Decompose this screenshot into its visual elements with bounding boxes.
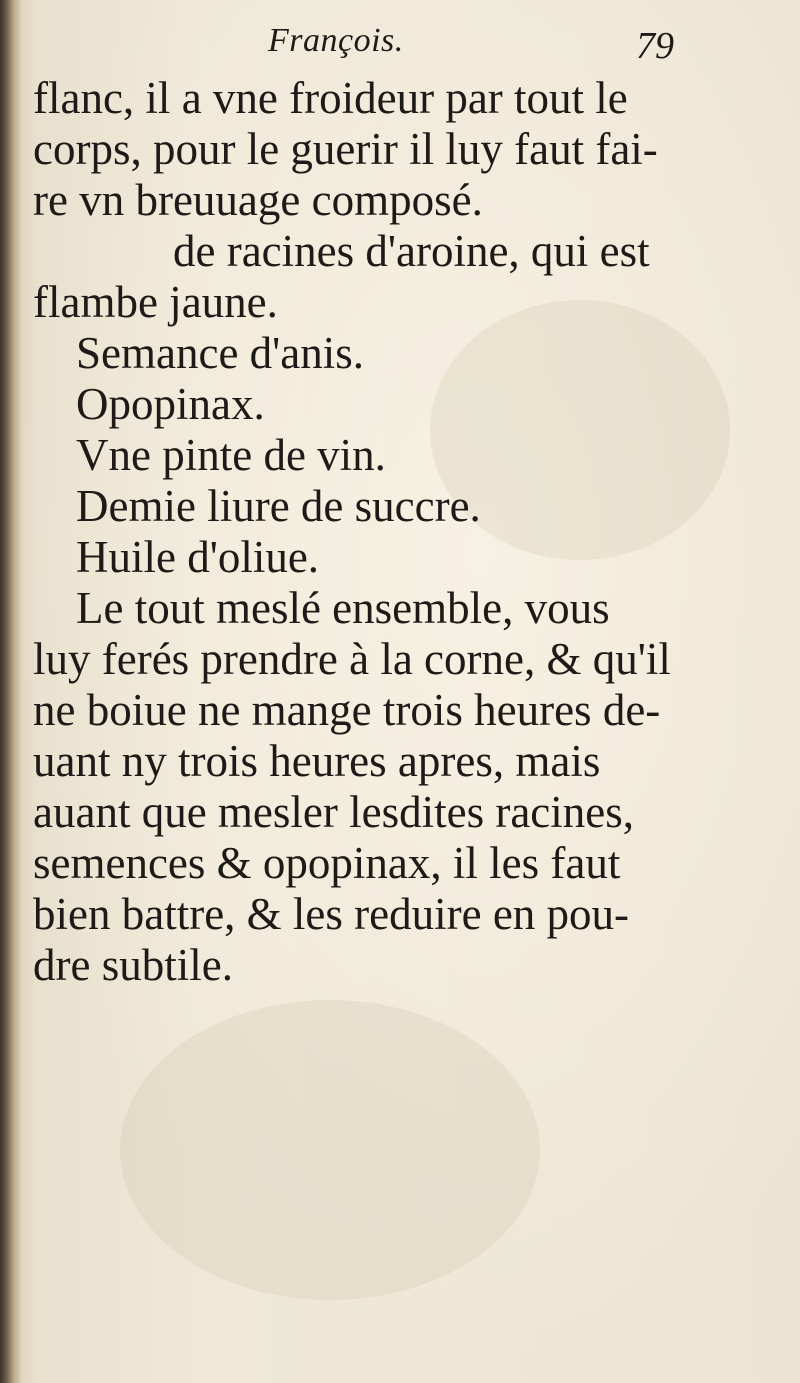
page-header bbox=[0, 22, 800, 72]
text-line: bien battre, & les reduire en pou- bbox=[33, 889, 630, 939]
ingredient-line: Huile d'oliue. bbox=[76, 532, 320, 582]
text-line: uant ny trois heures apres, mais bbox=[33, 736, 601, 786]
paper-stain bbox=[120, 1000, 540, 1300]
text-line: flambe jaune. bbox=[33, 277, 278, 327]
ingredient-line: Vne pinte de vin. bbox=[76, 430, 386, 480]
binding-gutter bbox=[0, 0, 22, 1383]
text-line: semences & opopinax, il les faut bbox=[33, 838, 621, 888]
text-line: flanc, il a vne froideur par tout le bbox=[33, 73, 628, 123]
ingredient-line: Semance d'anis. bbox=[76, 328, 365, 378]
page-number: 79 bbox=[636, 25, 674, 67]
running-head: François. bbox=[268, 22, 404, 59]
text-line: re vn breuuage composé. bbox=[33, 175, 483, 225]
text-line: dre subtile. bbox=[33, 940, 233, 990]
text-line: corps, pour le guerir il luy faut fai- bbox=[33, 124, 658, 174]
text-line: auant que mesler lesdites racines, bbox=[33, 787, 635, 837]
ingredient-line: Demie liure de succre. bbox=[76, 481, 481, 531]
text-line: luy ferés prendre à la corne, & qu'il bbox=[33, 634, 671, 684]
text-line: Le tout meslé ensemble, vous bbox=[76, 583, 610, 633]
ingredient-line: Opopinax. bbox=[76, 379, 265, 429]
text-line: ne boiue ne mange trois heures de- bbox=[33, 685, 661, 735]
body-text bbox=[33, 73, 733, 991]
text-line: de racines d'aroine, qui est bbox=[173, 226, 650, 276]
